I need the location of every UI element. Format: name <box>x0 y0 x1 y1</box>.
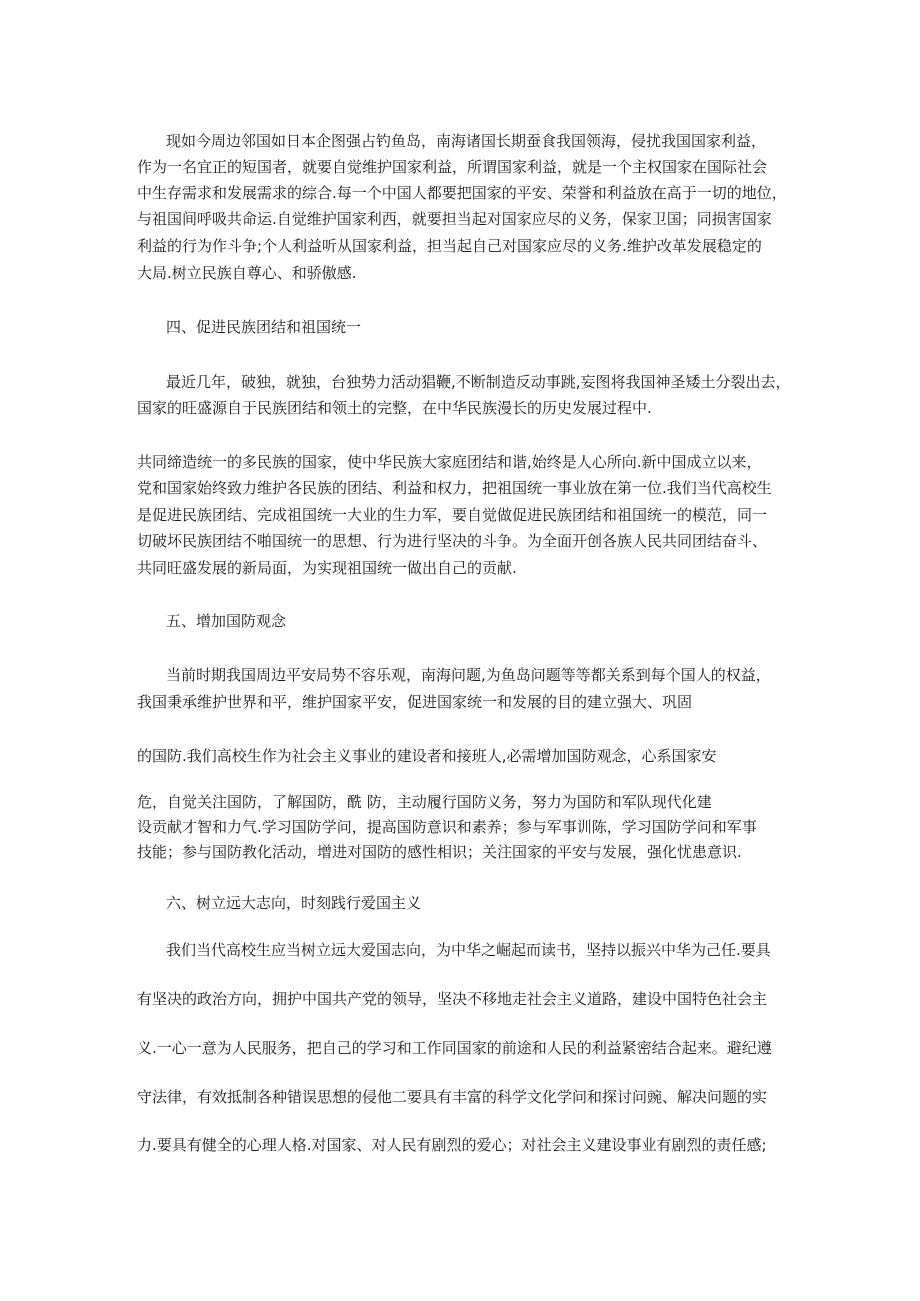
text-line: 义.一心一意为人民服务，把自己的学习和工作同国家的前途和人民的利益紧密结合起来。避纪遵 <box>137 1039 772 1057</box>
text-line: 与祖国间呼吸共命运.自觉维护国家利西，就要担当起对国家应尽的义务，保家卫国；同损害国家 <box>137 210 772 228</box>
section-heading: 五、增加国防观念 <box>166 612 287 630</box>
text-line: 共同旺盛发展的新局面，为实现祖国统一做出自己的贡献. <box>137 559 517 577</box>
text-line: 我国秉承维护世界和平，维护国家平安，促进国家统一和发展的目的建立强大、巩固 <box>137 693 693 711</box>
text-line: 技能；参与国防教化活动，增进对国防的感性相识；关注国家的平安与发展，强化忧患意识. <box>137 843 742 861</box>
text-line: 大局.树立民族自尊心、和骄傲感. <box>137 264 357 282</box>
section-heading: 六、树立远大志向，时刻践行爱国主义 <box>166 894 422 912</box>
text-line: 切破坏民族团结不啪国统一的思想、行为进行坚决的斗争。为全面开创各族人民共同团结奋斗、 <box>137 532 768 550</box>
text-line: 我们当代高校生应当树立远大爱国志向，为中华之崛起而读书，坚持以振兴中华为己任.要具 <box>166 941 771 959</box>
section-heading: 四、促进民族团结和祖国统一 <box>166 318 362 336</box>
text-line: 中生存需求和发展需求的综合.每一个中国人都要把国家的平安、荣誉和利益放在高于一切的地位， <box>137 184 787 202</box>
text-line: 国家的旺盛源自于民族团结和领土的完整，在中华民族漫长的历史发展过程中. <box>137 399 652 417</box>
text-line: 力.要具有健全的心理人格.对国家、对人民有剧烈的爱心；对社会主义建设事业有剧烈的责任感; <box>137 1136 767 1154</box>
text-line: 当前时期我国周边平安局势不容乐观，南海问题,为鱼岛问题等等都关系到每个国人的权益， <box>166 666 771 684</box>
text-line: 共同缔造统一的多民族的国家，使中华民族大家庭团结和谐,始终是人心所向.新中国成立以来， <box>137 453 762 471</box>
text-line: 是促进民族团结、完成祖国统一大业的生力军，要自觉做促进民族团结和祖国统一的模范，同一 <box>137 506 768 524</box>
text-line: 守法律，有效抵制各种错误思想的侵他二要具有丰富的科学文化学问和探讨问豌、解决问题的实 <box>137 1088 768 1106</box>
text-line: 利益的行为作斗争;个人利益听从国家利益，担当起自己对国家应尽的义务.维护改革发展稳定的 <box>137 237 762 255</box>
text-line: 的国防.我们高校生作为社会主义事业的建设者和接班人,必需增加国防观念，心系国家安 <box>137 747 717 765</box>
text-line: 有坚决的政治方向，拥护中国共产党的领导，坚决不移地走社会主义道路，建设中国特色社会主 <box>137 990 768 1008</box>
text-line: 设贡献才智和力气.学习国防学问，提高国防意识和素养；参与军事训陈，学习国防学问和军事 <box>137 818 757 836</box>
text-line: 危，自觉关注国防，了解国防，酰 防，主动履行国防义务，努力为国防和军队现代化建 <box>137 793 712 811</box>
text-line: 最近几年，破独，就独，台独势力活动猖鞭,不断制造反动事跳,妄图将我国神圣矮土分裂出去， <box>166 373 791 391</box>
text-line: 党和国家始终致力维护各民族的团结、利益和权力，把祖国统一事业放在第一位.我们当代高校生 <box>137 479 772 497</box>
text-line: 现如今周边邻国如日本企图强占钓鱼岛，南海诸国长期蚕食我国领海，侵扰我国国家利益， <box>166 132 767 150</box>
text-line: 作为一名宜正的短国者，就要自觉维护国家利益，所谓国家利益，就是一个主权国家在国际社会 <box>137 158 768 176</box>
